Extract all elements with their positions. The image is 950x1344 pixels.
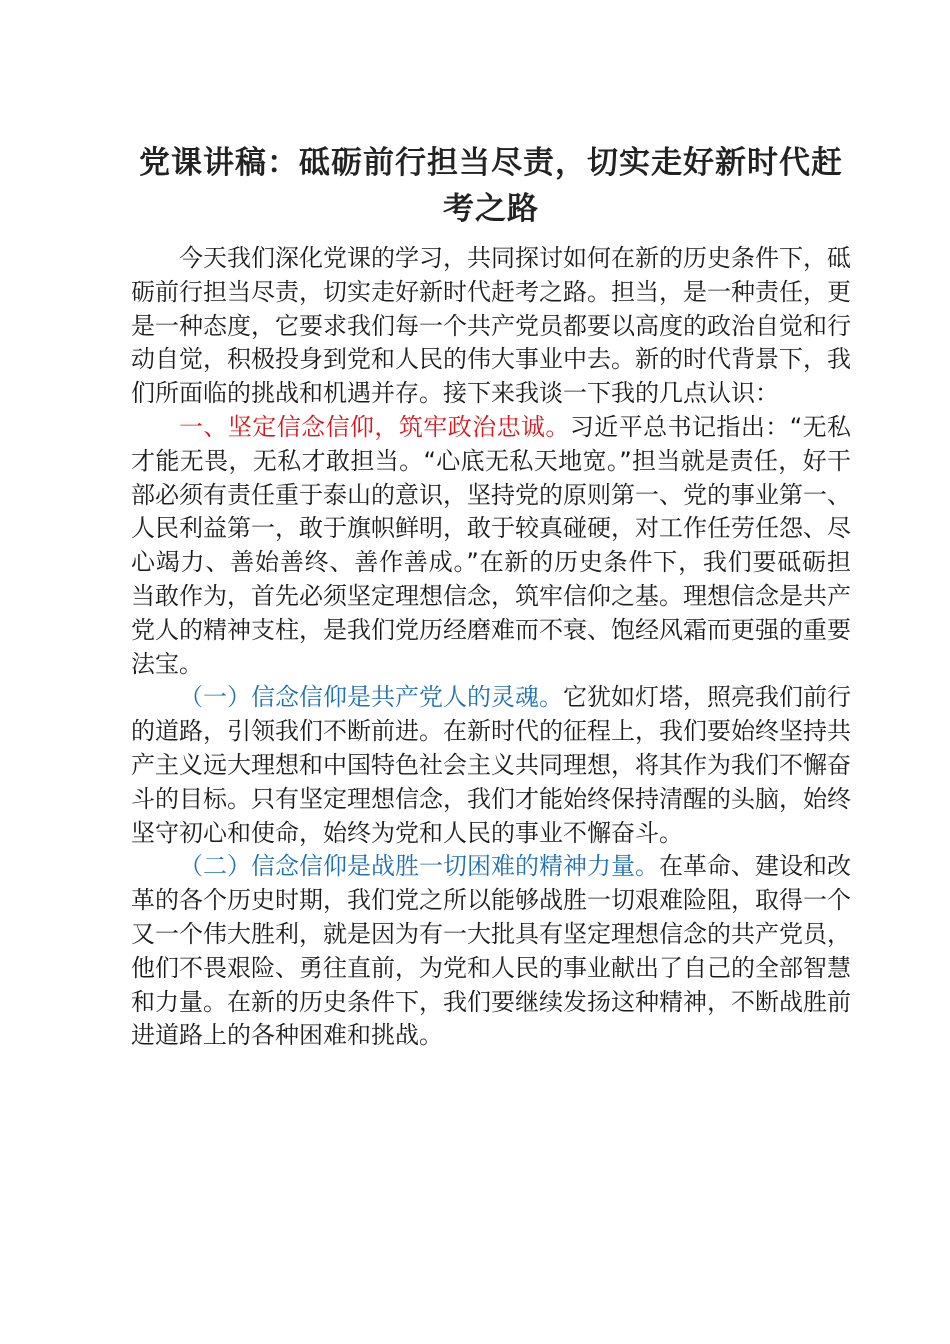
subsection-2-paragraph <box>131 850 851 1053</box>
document-page <box>131 140 851 1053</box>
subsection-1-paragraph <box>131 681 851 850</box>
intro-paragraph <box>131 242 851 411</box>
intro-text: 今天我们深化党课的学习，共同探讨如何在新的历史条件下，砥砺前行担当尽责，切实走好新时代赶考之路。担当，是一种责任，更是一种态度，它要求我们每一个共产党员都要以高度的政治自觉和行动自觉，积极投身到党和人民的伟大事业中去。新的时代背景下，我们所面临的挑战和机遇并存。接下来我谈一下我的几点认识： <box>131 244 851 408</box>
document-title: 党课讲稿：砥砺前行担当尽责，切实走好新时代赶考之路 <box>139 145 843 227</box>
subsection-2-heading: （二）信念信仰是战胜一切困难的精神力量。 <box>179 852 659 881</box>
subsection-2-body: 在革命、建设和改革的各个历史时期，我们党之所以能够战胜一切艰难险阻，取得一个又一个伟大胜利，就是因为有一大批具有坚定理想信念的共产党员，他们不畏艰险、勇往直前，为党和人民的事业献出了自己的全部智慧和力量。在新的历史条件下，我们要继续发扬这种精神，不断战胜前进道路上的各种困难和挑战。 <box>131 852 851 1050</box>
section-1-paragraph <box>131 411 851 681</box>
subsection-1-body: 它犹如灯塔，照亮我们前行的道路，引领我们不断前进。在新时代的征程上，我们要始终坚持共产主义远大理想和中国特色社会主义共同理想，将其作为我们不懈奋斗的目标。只有坚定理想信念，我们才能始终保持清醒的头脑，始终坚守初心和使命，始终为党和人民的事业不懈奋斗。 <box>131 683 851 847</box>
subsection-1-heading: （一）信念信仰是共产党人的灵魂。 <box>179 683 563 712</box>
section-1-body: 习近平总书记指出：“无私才能无畏，无私才敢担当。“心底无私天地宽。”担当就是责任，好干部必须有责任重于泰山的意识，坚持党的原则第一、党的事业第一、人民利益第一，敢于旗帜鲜明，敢于较真碰硬，对工作任劳任怨、尽心竭力、善始善终、善作善成。”在新的历史条件下，我们要砥砺担当敢作为，首先必须坚定理想信念，筑牢信仰之基。理想信念是共产党人的精神支柱，是我们党历经磨难而不衰、饱经风霜而更强的重要法宝。 <box>131 412 852 678</box>
section-1-heading: 一、坚定信念信仰，筑牢政治忠诚。 <box>179 412 570 441</box>
